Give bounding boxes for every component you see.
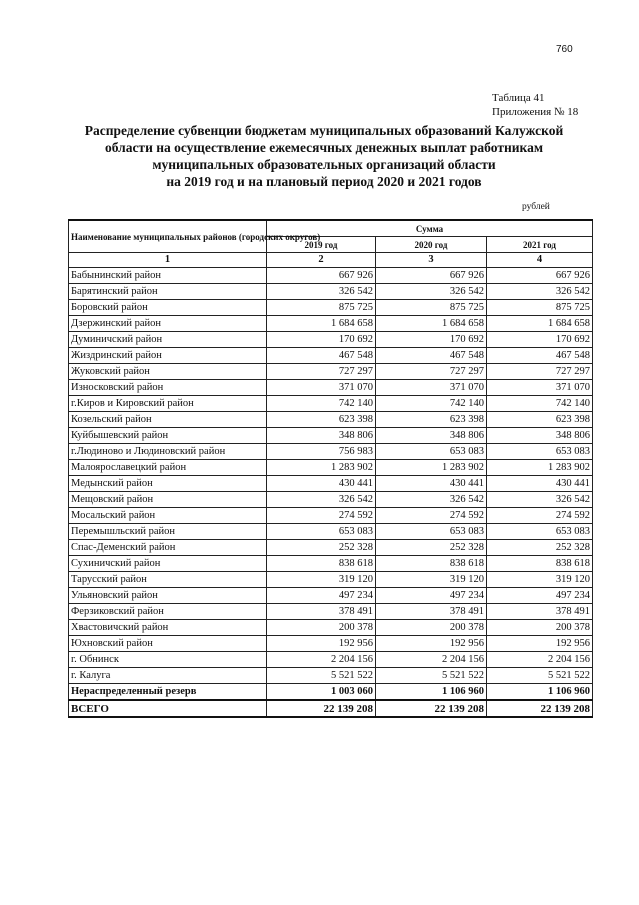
value-2021: 348 806 <box>487 428 593 444</box>
district-name: Боровский район <box>69 300 267 316</box>
value-2019: 1 283 902 <box>267 460 376 476</box>
table-row <box>69 300 593 316</box>
value-2019: 378 491 <box>267 604 376 620</box>
table-row <box>69 268 593 284</box>
value-2021: 2 204 156 <box>487 652 593 668</box>
table-row <box>69 364 593 380</box>
total-2021: 22 139 208 <box>487 700 593 717</box>
value-2021: 838 618 <box>487 556 593 572</box>
value-2020: 727 297 <box>376 364 487 380</box>
reserve-2020: 1 106 960 <box>376 684 487 701</box>
table-row <box>69 636 593 652</box>
value-2020: 371 070 <box>376 380 487 396</box>
value-2021: 653 083 <box>487 524 593 540</box>
table-row <box>69 332 593 348</box>
value-2020: 170 692 <box>376 332 487 348</box>
value-2021: 1 283 902 <box>487 460 593 476</box>
table-row <box>69 396 593 412</box>
column-header-name: Наименование муниципальных районов (городских округов) <box>69 220 267 253</box>
table-body <box>69 268 593 684</box>
column-index: 1 <box>69 253 267 268</box>
value-2020: 653 083 <box>376 444 487 460</box>
value-2021: 5 521 522 <box>487 668 593 684</box>
value-2019: 274 592 <box>267 508 376 524</box>
document-title <box>64 122 584 190</box>
district-name: Медынский район <box>69 476 267 492</box>
value-2019: 727 297 <box>267 364 376 380</box>
value-2020: 326 542 <box>376 284 487 300</box>
value-2020: 319 120 <box>376 572 487 588</box>
district-name: Износковский район <box>69 380 267 396</box>
value-2020: 838 618 <box>376 556 487 572</box>
table-row <box>69 380 593 396</box>
district-name: г. Калуга <box>69 668 267 684</box>
district-name: Бабынинский район <box>69 268 267 284</box>
district-name: Юхновский район <box>69 636 267 652</box>
district-name: Хвастовичский район <box>69 620 267 636</box>
value-2020: 378 491 <box>376 604 487 620</box>
table-row <box>69 620 593 636</box>
district-name: Козельский район <box>69 412 267 428</box>
table-row <box>69 284 593 300</box>
value-2021: 667 926 <box>487 268 593 284</box>
value-2020: 742 140 <box>376 396 487 412</box>
value-2021: 326 542 <box>487 492 593 508</box>
column-index-row <box>69 253 593 268</box>
value-2020: 430 441 <box>376 476 487 492</box>
title-line: области на осуществление ежемесячных денежных выплат работникам <box>104 140 544 155</box>
value-2021: 326 542 <box>487 284 593 300</box>
column-header-2019: 2019 год <box>267 237 376 253</box>
column-index: 2 <box>267 253 376 268</box>
value-2020: 497 234 <box>376 588 487 604</box>
value-2019: 371 070 <box>267 380 376 396</box>
total-row <box>69 700 593 717</box>
district-name: Дзержинский район <box>69 316 267 332</box>
page-number: 760 <box>556 44 573 55</box>
value-2020: 326 542 <box>376 492 487 508</box>
district-name: Сухиничский район <box>69 556 267 572</box>
value-2021: 1 684 658 <box>487 316 593 332</box>
district-name: Малоярославецкий район <box>69 460 267 476</box>
value-2019: 200 378 <box>267 620 376 636</box>
table-row <box>69 316 593 332</box>
value-2019: 5 521 522 <box>267 668 376 684</box>
column-index: 3 <box>376 253 487 268</box>
value-2019: 1 684 658 <box>267 316 376 332</box>
value-2021: 200 378 <box>487 620 593 636</box>
table-row <box>69 412 593 428</box>
value-2021: 875 725 <box>487 300 593 316</box>
units-label: рублей <box>522 202 550 212</box>
value-2019: 623 398 <box>267 412 376 428</box>
reserve-2019: 1 003 060 <box>267 684 376 701</box>
total-label: ВСЕГО <box>69 700 267 717</box>
district-name: Думиничский район <box>69 332 267 348</box>
value-2021: 378 491 <box>487 604 593 620</box>
table-row <box>69 524 593 540</box>
value-2020: 623 398 <box>376 412 487 428</box>
table-row <box>69 348 593 364</box>
district-name: Мосальский район <box>69 508 267 524</box>
total-2019: 22 139 208 <box>267 700 376 717</box>
value-2021: 192 956 <box>487 636 593 652</box>
value-2021: 252 328 <box>487 540 593 556</box>
district-name: Тарусский район <box>69 572 267 588</box>
column-header-sum: Сумма <box>267 220 593 237</box>
value-2019: 348 806 <box>267 428 376 444</box>
table-row <box>69 460 593 476</box>
table-reference <box>492 91 578 119</box>
value-2019: 319 120 <box>267 572 376 588</box>
district-name: Жиздринский район <box>69 348 267 364</box>
district-name: г.Киров и Кировский район <box>69 396 267 412</box>
district-name: г. Обнинск <box>69 652 267 668</box>
table-row <box>69 668 593 684</box>
district-name: Спас-Деменский район <box>69 540 267 556</box>
table-row <box>69 476 593 492</box>
value-2019: 838 618 <box>267 556 376 572</box>
value-2020: 667 926 <box>376 268 487 284</box>
table-row <box>69 652 593 668</box>
district-name: Жуковский район <box>69 364 267 380</box>
table-row <box>69 428 593 444</box>
table-row <box>69 508 593 524</box>
value-2020: 252 328 <box>376 540 487 556</box>
title-line: на 2019 год и на плановый период 2020 и 2021 годов <box>166 174 482 189</box>
value-2019: 326 542 <box>267 284 376 300</box>
value-2020: 875 725 <box>376 300 487 316</box>
value-2019: 170 692 <box>267 332 376 348</box>
value-2021: 319 120 <box>487 572 593 588</box>
value-2021: 274 592 <box>487 508 593 524</box>
subvention-table <box>68 219 593 718</box>
value-2020: 5 521 522 <box>376 668 487 684</box>
district-name: Мещовский район <box>69 492 267 508</box>
title-line: Распределение субвенции бюджетам муниципальных образований Калужской <box>84 123 564 138</box>
table-row <box>69 492 593 508</box>
column-index: 4 <box>487 253 593 268</box>
district-name: Куйбышевский район <box>69 428 267 444</box>
value-2021: 623 398 <box>487 412 593 428</box>
column-header-2021: 2021 год <box>487 237 593 253</box>
value-2021: 371 070 <box>487 380 593 396</box>
value-2020: 348 806 <box>376 428 487 444</box>
value-2019: 497 234 <box>267 588 376 604</box>
reserve-label: Нераспределенный резерв <box>69 684 267 701</box>
appendix-label: Приложения № 18 <box>492 106 579 118</box>
value-2020: 274 592 <box>376 508 487 524</box>
value-2019: 2 204 156 <box>267 652 376 668</box>
value-2019: 430 441 <box>267 476 376 492</box>
value-2019: 467 548 <box>267 348 376 364</box>
reserve-row <box>69 684 593 701</box>
value-2019: 192 956 <box>267 636 376 652</box>
value-2020: 653 083 <box>376 524 487 540</box>
table-row <box>69 604 593 620</box>
value-2021: 742 140 <box>487 396 593 412</box>
value-2021: 653 083 <box>487 444 593 460</box>
value-2019: 742 140 <box>267 396 376 412</box>
value-2019: 667 926 <box>267 268 376 284</box>
table-row <box>69 588 593 604</box>
value-2020: 192 956 <box>376 636 487 652</box>
district-name: г.Людиново и Людиновский район <box>69 444 267 460</box>
value-2019: 252 328 <box>267 540 376 556</box>
value-2019: 875 725 <box>267 300 376 316</box>
table-row <box>69 572 593 588</box>
column-header-2020: 2020 год <box>376 237 487 253</box>
value-2021: 497 234 <box>487 588 593 604</box>
value-2021: 727 297 <box>487 364 593 380</box>
title-line: муниципальных образовательных организаций области <box>152 157 496 172</box>
table-row <box>69 540 593 556</box>
value-2020: 200 378 <box>376 620 487 636</box>
value-2020: 1 684 658 <box>376 316 487 332</box>
value-2019: 653 083 <box>267 524 376 540</box>
table-row <box>69 444 593 460</box>
district-name: Ферзиковский район <box>69 604 267 620</box>
value-2021: 170 692 <box>487 332 593 348</box>
district-name: Ульяновский район <box>69 588 267 604</box>
district-name: Барятинский район <box>69 284 267 300</box>
value-2019: 326 542 <box>267 492 376 508</box>
value-2019: 756 983 <box>267 444 376 460</box>
table-label: Таблица 41 <box>492 92 545 104</box>
reserve-2021: 1 106 960 <box>487 684 593 701</box>
value-2021: 430 441 <box>487 476 593 492</box>
value-2020: 467 548 <box>376 348 487 364</box>
value-2020: 1 283 902 <box>376 460 487 476</box>
value-2020: 2 204 156 <box>376 652 487 668</box>
total-2020: 22 139 208 <box>376 700 487 717</box>
value-2021: 467 548 <box>487 348 593 364</box>
district-name: Перемышльский район <box>69 524 267 540</box>
table-row <box>69 556 593 572</box>
